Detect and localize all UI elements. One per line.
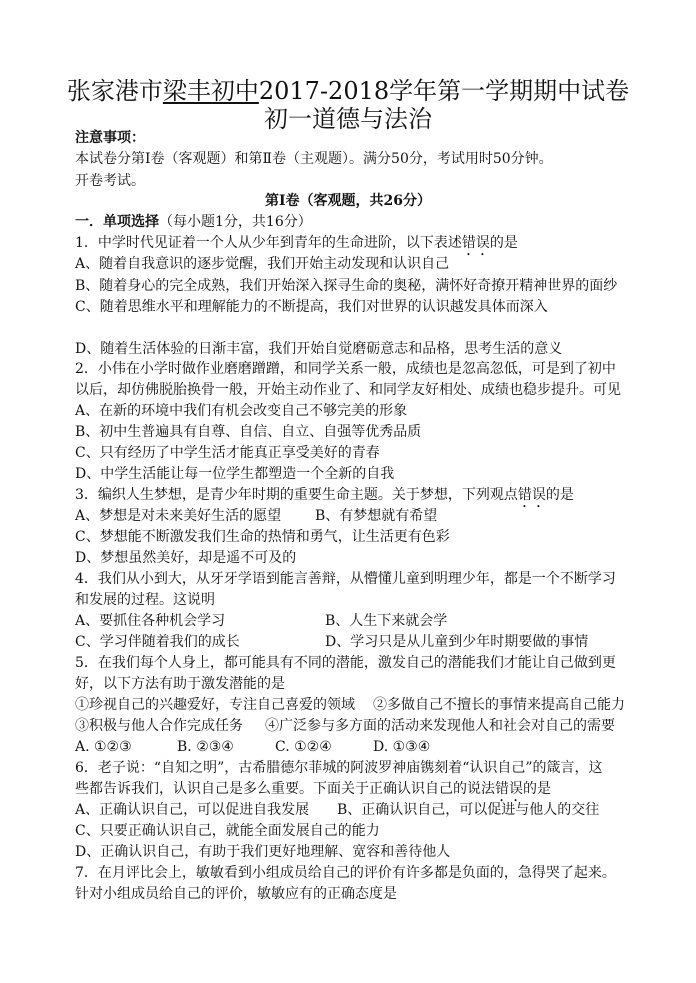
notice-line: 本试卷分第Ⅰ卷（客观题）和第Ⅱ卷（主观题）。满分50分，考试用时50分钟。 [75,151,553,167]
option: C、只有经历了中学生活才能真正享受美好的青春 [75,445,380,461]
part-title: 一．单项选择 [75,214,159,230]
title-term: 2017-2018学年第一学期期中试卷 [258,77,630,105]
option-row [75,611,675,631]
option: B、有梦想就有希望 [315,508,438,524]
statement: ②多做自己不擅长的事情来提高自己能力 [373,697,625,713]
stem-text: 3．编织人生梦想，是青少年时期的重要生命主题。关于梦想，下列观点 [75,487,518,503]
part-note: （每小题1分，共16分） [159,214,312,230]
option-row [75,632,675,652]
option: A、要抓住各种机会学习 [75,613,226,629]
option-row [75,737,675,757]
option: B、随着身心的完全成熟，我们开始深入探寻生命的奥秘，满怀好奇撩开精神世界的面纱 [75,278,618,294]
notice-line: 开卷考试。 [75,173,145,189]
option: A、随着自我意识的逐步觉醒，我们开始主动发现和认识自己 [75,256,450,272]
question-stem: 6．老子说：“自知之明”，古希腊德尔菲城的阿波罗神庙镌刻着“认识自己”的箴言，这 [75,760,603,776]
statement: ①珍视自己的兴趣爱好，专注自己喜爱的领域 [75,697,355,713]
stem-text: 的是 [545,487,574,503]
statement: ④广泛参与多方面的活动来发现他人和社会对自己的需要 [265,718,615,734]
option: A、正确认识自己，可以促进自我发展 [75,802,310,818]
exam-title [0,76,696,106]
title-school-name: 梁丰初中 [162,77,259,105]
question-stem: 和发展的过程。这说明 [75,592,215,608]
title-school: 张家港市 [66,77,163,105]
emphasis-text: 错误 [461,235,490,251]
exam-subtitle: 初一道德与法治 [264,105,432,133]
question-stem: 针对小组成员给自己的评价，敏敏应有的正确态度是 [75,886,397,902]
option: D、正确认识自己，有助于我们更好地理解、宽容和善待他人 [75,844,451,860]
option: A. ①②③ [75,739,132,755]
stem-text: 1．中学时代见证着一个人从少年到青年的生命进阶，以下表述 [75,235,462,251]
option: A、在新的环境中我们有机会改变自己不够完美的形象 [75,403,408,419]
question-stem: 4．我们从小到大，从牙牙学语到能言善辩，从懵懂儿童到明理少年，都是一个不断学习 [75,571,616,587]
option: B、人生下来就会学 [325,613,448,629]
question-stem: 以后，却仿佛脱胎换骨一般，开始主动作业了、和同学友好相处、成绩也稳步提升。可见 [75,382,621,398]
question-stem: 7．在月评比会上，敏敏看到小组成员给自己的评价有许多都是负面的，急得哭了起来。 [75,865,616,881]
emphasis-text: 错误 [517,487,546,503]
question-stem: 2．小伟在小学时做作业磨磨蹭蹭，和同学关系一般，成绩也是忽高忽低，可是到了初中 [75,361,616,377]
option: D、学习只是从儿童到少年时期要做的事情 [325,634,589,650]
option: D. ①③④ [373,739,431,755]
section-heading: 第Ⅰ卷（客观题，共26分） [264,193,432,209]
option: C、学习伴随着我们的成长 [75,634,240,650]
part-heading [75,212,312,232]
option: D、随着生活体验的日渐丰富，我们开始自觉磨砺意志和品格，思考生活的意义 [75,341,563,357]
option: C、梦想能不断激发我们生命的热情和勇气，让生活更有色彩 [75,529,450,545]
option: D、中学生活能让每一位学生都塑造一个全新的自我 [75,466,395,482]
notice-heading: 注意事项： [75,130,145,146]
statement-row [75,716,675,736]
stem-text: 些都告诉我们，认识自己是多么重要。下面关于正确认识自己的说法 [75,781,495,797]
statement: ③积极与他人合作完成任务 [75,718,243,734]
option: C、随着思维水平和理解能力的不断提高，我们对世界的认识越发具体而深入 [75,299,548,315]
question-stem: 5．在我们每个人身上，都可能具有不同的潜能，激发自己的潜能我们才能让自己做到更 [75,655,616,671]
option: B、初中生普遍具有自尊、自信、自立、自强等优秀品质 [75,424,422,440]
option-row [75,800,675,820]
option: D、梦想虽然美好，却是遥不可及的 [75,550,297,566]
option: C、只要正确认识自己，就能全面发展自己的能力 [75,823,380,839]
emphasis-text: 错误 [495,781,523,797]
question-stem: 好，以下方法有助于激发潜能的是 [75,676,285,692]
statement-row [75,695,675,715]
stem-text: 的是 [489,235,518,251]
option: C. ①②④ [275,739,332,755]
option: B. ②③④ [177,739,234,755]
option: B、正确认识自己，可以促进与他人的交往 [337,802,600,818]
stem-text: 的是 [523,781,551,797]
option: A、梦想是对未来美好生活的愿望 [75,508,282,524]
option-row [75,506,675,526]
